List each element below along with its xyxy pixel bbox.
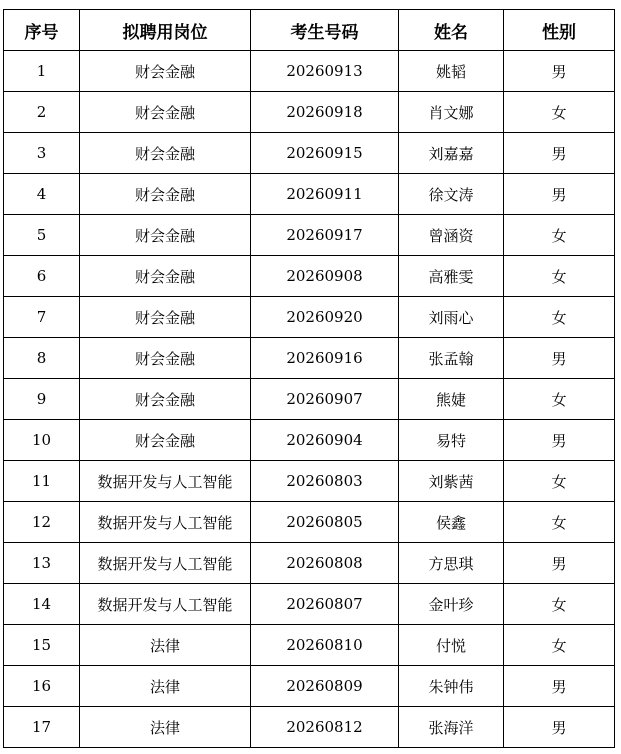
cell-exam-number: 20260812	[251, 707, 399, 748]
cell-index: 17	[4, 707, 80, 748]
cell-index: 9	[4, 379, 80, 420]
cell-name: 熊婕	[399, 379, 504, 420]
cell-index: 6	[4, 256, 80, 297]
header-position: 拟聘用岗位	[80, 10, 251, 51]
cell-position: 财会金融	[80, 338, 251, 379]
cell-name: 方思琪	[399, 543, 504, 584]
cell-gender: 男	[504, 338, 615, 379]
cell-position: 数据开发与人工智能	[80, 543, 251, 584]
cell-gender: 女	[504, 215, 615, 256]
cell-exam-number: 20260916	[251, 338, 399, 379]
cell-index: 5	[4, 215, 80, 256]
cell-index: 10	[4, 420, 80, 461]
cell-gender: 女	[504, 297, 615, 338]
table-row	[4, 625, 615, 666]
cell-position: 数据开发与人工智能	[80, 584, 251, 625]
cell-exam-number: 20260915	[251, 133, 399, 174]
cell-gender: 男	[504, 707, 615, 748]
table-row	[4, 297, 615, 338]
cell-index: 13	[4, 543, 80, 584]
cell-name: 姚韬	[399, 51, 504, 92]
cell-gender: 女	[504, 584, 615, 625]
cell-position: 财会金融	[80, 379, 251, 420]
cell-exam-number: 20260809	[251, 666, 399, 707]
cell-exam-number: 20260810	[251, 625, 399, 666]
table-row	[4, 461, 615, 502]
table-row	[4, 584, 615, 625]
cell-exam-number: 20260908	[251, 256, 399, 297]
header-gender: 性别	[504, 10, 615, 51]
cell-position: 数据开发与人工智能	[80, 502, 251, 543]
cell-index: 7	[4, 297, 80, 338]
table-row	[4, 666, 615, 707]
table-row	[4, 92, 615, 133]
cell-name: 曾涵资	[399, 215, 504, 256]
cell-name: 侯鑫	[399, 502, 504, 543]
cell-gender: 男	[504, 543, 615, 584]
cell-index: 11	[4, 461, 80, 502]
cell-position: 财会金融	[80, 215, 251, 256]
candidate-table	[3, 9, 615, 748]
table-row	[4, 379, 615, 420]
cell-exam-number: 20260904	[251, 420, 399, 461]
cell-position: 法律	[80, 666, 251, 707]
cell-index: 2	[4, 92, 80, 133]
cell-gender: 女	[504, 256, 615, 297]
table-row	[4, 174, 615, 215]
cell-gender: 男	[504, 51, 615, 92]
cell-position: 财会金融	[80, 256, 251, 297]
cell-exam-number: 20260803	[251, 461, 399, 502]
header-name: 姓名	[399, 10, 504, 51]
cell-exam-number: 20260917	[251, 215, 399, 256]
cell-gender: 男	[504, 666, 615, 707]
cell-position: 数据开发与人工智能	[80, 461, 251, 502]
cell-gender: 女	[504, 379, 615, 420]
table-row	[4, 215, 615, 256]
cell-name: 张孟翰	[399, 338, 504, 379]
cell-index: 3	[4, 133, 80, 174]
cell-name: 刘雨心	[399, 297, 504, 338]
cell-index: 4	[4, 174, 80, 215]
cell-name: 朱钟伟	[399, 666, 504, 707]
table-row	[4, 51, 615, 92]
cell-exam-number: 20260805	[251, 502, 399, 543]
table-header-row	[4, 10, 615, 51]
cell-name: 刘嘉嘉	[399, 133, 504, 174]
cell-position: 财会金融	[80, 133, 251, 174]
cell-position: 法律	[80, 707, 251, 748]
cell-name: 张海洋	[399, 707, 504, 748]
header-index: 序号	[4, 10, 80, 51]
cell-position: 财会金融	[80, 420, 251, 461]
cell-index: 8	[4, 338, 80, 379]
cell-gender: 男	[504, 174, 615, 215]
cell-index: 14	[4, 584, 80, 625]
table-row	[4, 256, 615, 297]
cell-exam-number: 20260907	[251, 379, 399, 420]
table-row	[4, 133, 615, 174]
cell-position: 法律	[80, 625, 251, 666]
table-row	[4, 420, 615, 461]
table-row	[4, 543, 615, 584]
table-body	[4, 51, 615, 748]
cell-exam-number: 20260920	[251, 297, 399, 338]
cell-name: 付悦	[399, 625, 504, 666]
cell-exam-number: 20260807	[251, 584, 399, 625]
cell-exam-number: 20260911	[251, 174, 399, 215]
cell-name: 金叶珍	[399, 584, 504, 625]
cell-position: 财会金融	[80, 297, 251, 338]
table-row	[4, 338, 615, 379]
cell-name: 刘紫茜	[399, 461, 504, 502]
cell-index: 15	[4, 625, 80, 666]
cell-gender: 女	[504, 625, 615, 666]
cell-index: 16	[4, 666, 80, 707]
table-row	[4, 502, 615, 543]
cell-exam-number: 20260808	[251, 543, 399, 584]
header-exam-number: 考生号码	[251, 10, 399, 51]
cell-exam-number: 20260913	[251, 51, 399, 92]
cell-position: 财会金融	[80, 92, 251, 133]
cell-name: 易特	[399, 420, 504, 461]
cell-position: 财会金融	[80, 174, 251, 215]
cell-index: 12	[4, 502, 80, 543]
cell-gender: 男	[504, 133, 615, 174]
cell-gender: 男	[504, 420, 615, 461]
cell-name: 徐文涛	[399, 174, 504, 215]
cell-exam-number: 20260918	[251, 92, 399, 133]
cell-gender: 女	[504, 92, 615, 133]
cell-index: 1	[4, 51, 80, 92]
cell-gender: 女	[504, 502, 615, 543]
cell-name: 肖文娜	[399, 92, 504, 133]
table-row	[4, 707, 615, 748]
cell-gender: 女	[504, 461, 615, 502]
cell-name: 高雅雯	[399, 256, 504, 297]
cell-position: 财会金融	[80, 51, 251, 92]
